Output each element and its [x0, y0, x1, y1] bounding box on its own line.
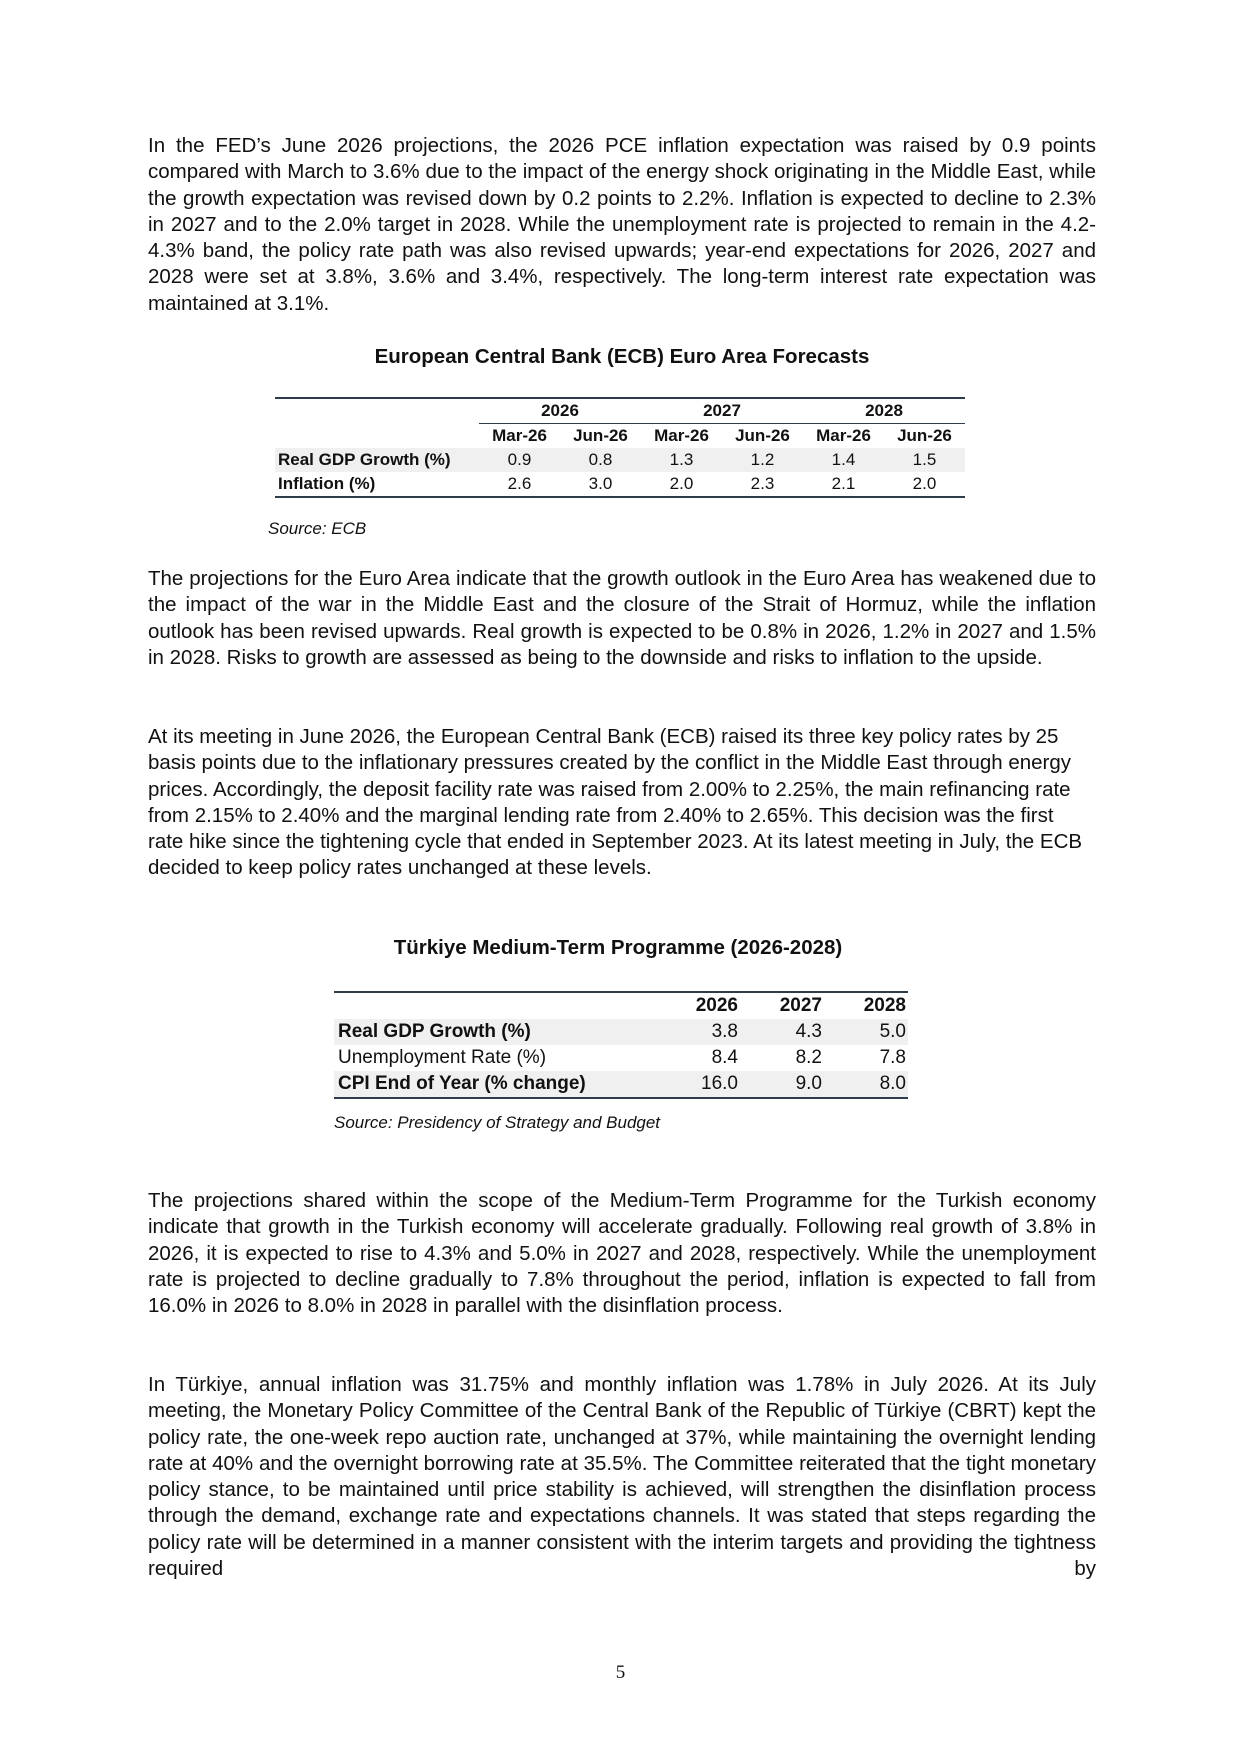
- mtp-year-header: 2026: [654, 992, 740, 1019]
- table-cell: 2.1: [803, 472, 884, 497]
- ecb-year-header: 2027: [641, 398, 803, 424]
- table-cell: 1.4: [803, 448, 884, 472]
- row-label: Real GDP Growth (%): [334, 1019, 654, 1045]
- ecb-month-header: Mar-26: [816, 426, 871, 445]
- ecb-year-header: 2026: [479, 398, 641, 424]
- ecb-month-header: Jun-26: [573, 426, 628, 445]
- table-row: [334, 1045, 908, 1071]
- ecb-header-corner: [275, 424, 479, 449]
- ecb-month-header: Jun-26: [735, 426, 790, 445]
- table-cell: 9.0: [740, 1071, 824, 1098]
- table-cell: 7.8: [879, 1047, 906, 1068]
- ecb-month-header-row: [275, 424, 965, 449]
- mtp-table-source: Source: Presidency of Strategy and Budget: [334, 1113, 661, 1132]
- table-row: [334, 1019, 908, 1045]
- table-cell: 8.2: [795, 1047, 822, 1068]
- table-cell: 8.4: [711, 1047, 738, 1068]
- table-cell: 8.0: [824, 1071, 908, 1098]
- mtp-header-corner: [334, 992, 654, 1019]
- table-cell: 3.8: [654, 1019, 740, 1045]
- mtp-year-header: 2027: [740, 992, 824, 1019]
- table-row: [334, 1071, 908, 1098]
- table-cell: 1.3: [641, 448, 722, 472]
- row-label: Real GDP Growth (%): [275, 448, 479, 472]
- mtp-header-row: [334, 992, 908, 1019]
- row-label: Inflation (%): [275, 472, 479, 497]
- table-cell: 1.2: [722, 448, 803, 472]
- paragraph-ecb-meeting: At its meeting in June 2026, the European Central Bank (ECB) raised its three key policy rates by 25 basis points due to the inflationary pressures created by the conflict in the Middle East through energy prices. Accordingly, the deposit facility rate was raised from 2.00% to 2.25%, the main refinancing rate from 2.15% to 2.40% and the marginal lending rate from 2.40% to 2.65%. This decision was the first rate hike since the tightening cycle that ended in September 2023. At its latest meeting in July, the ECB decided to keep policy rates unchanged at these levels.: [148, 725, 1083, 880]
- ecb-month-header: Mar-26: [492, 426, 547, 445]
- table-cell: 0.9: [479, 448, 560, 472]
- table-cell: 2.0: [641, 472, 722, 497]
- paragraph-euro-area: The projections for the Euro Area indicate that the growth outlook in the Euro Area has weakened due to the impact of the war in the Middle East and the closure of the Strait of Hormuz, while the inflation outlook has been revised upwards. Real growth is expected to be 0.8% in 2026, 1.2% in 2027 and 1.5% in 2028. Risks to growth are assessed as being to the downside and risks to inflation to the upside.: [148, 567, 1096, 669]
- table-cell: 5.0: [824, 1019, 908, 1045]
- mtp-forecast-table: [334, 991, 908, 1099]
- table-row: [275, 448, 965, 472]
- table-cell: 4.3: [740, 1019, 824, 1045]
- table-cell: 16.0: [654, 1071, 740, 1098]
- ecb-month-header: Jun-26: [897, 426, 952, 445]
- paragraph-turkiye: In Türkiye, annual inflation was 31.75% and monthly inflation was 1.78% in July 2026. At its July meeting, the Monetary Policy Committee of the Central Bank of the Republic of Türkiye (CBRT) kept the policy rate, the one-week repo auction rate, unchanged at 37%, while maintaining the overnight lending rate at 40% and the overnight borrowing rate at 35.5%. The Committee reiterated that the tight monetary policy stance, to be maintained until price stability is achieved, will strengthen the disinflation process through the demand, exchange rate and expectations channels. It was stated that steps regarding the policy rate will be determined in a manner consistent with the interim targets and providing the tightness required by: [148, 1373, 1096, 1581]
- ecb-year-header-row: [275, 398, 965, 424]
- table-cell: 1.5: [884, 448, 965, 472]
- ecb-header-corner: [275, 398, 479, 424]
- table-cell: 2.0: [884, 472, 965, 497]
- row-label: CPI End of Year (% change): [334, 1071, 654, 1098]
- ecb-table-source: Source: ECB: [268, 519, 367, 538]
- page-number: 5: [615, 1662, 626, 1683]
- ecb-year-header: 2028: [803, 398, 965, 424]
- paragraph-mtp: The projections shared within the scope of the Medium-Term Programme for the Turkish economy indicate that growth in the Turkish economy will accelerate gradually. Following real growth of 3.8% in 2026, it is expected to rise to 4.3% and 5.0% in 2027 and 2028, respectively. While the unemployment rate is projected to decline gradually to 7.8% throughout the period, inflation is expected to fall from 16.0% in 2026 to 8.0% in 2028 in parallel with the disinflation process.: [148, 1189, 1096, 1318]
- ecb-table-title: European Central Bank (ECB) Euro Area Forecasts: [374, 345, 870, 368]
- mtp-table-title: Türkiye Medium-Term Programme (2026-2028): [393, 936, 843, 959]
- mtp-year-header: 2028: [824, 992, 908, 1019]
- table-cell: 2.6: [479, 472, 560, 497]
- paragraph-fed-projections: In the FED’s June 2026 projections, the 2026 PCE inflation expectation was raised by 0.9 points compared with March to 3.6% due to the impact of the energy shock originating in the Middle East, while the growth expectation was revised down by 0.2 points to 2.2%. Inflation is expected to decline to 2.3% in 2027 and to the 2.0% target in 2028. While the unemployment rate is projected to remain in the 4.2-4.3% band, the policy rate path was also revised upwards; year-end expectations for 2026, 2027 and 2028 were set at 3.8%, 3.6% and 3.4%, respectively. The long-term interest rate expectation was maintained at 3.1%.: [148, 134, 1096, 315]
- ecb-month-header: Mar-26: [654, 426, 709, 445]
- table-row: [275, 472, 965, 497]
- table-cell: 3.0: [560, 472, 641, 497]
- row-label: Unemployment Rate (%): [338, 1047, 547, 1068]
- ecb-forecast-table: [275, 397, 965, 498]
- table-cell: 0.8: [560, 448, 641, 472]
- table-cell: 2.3: [722, 472, 803, 497]
